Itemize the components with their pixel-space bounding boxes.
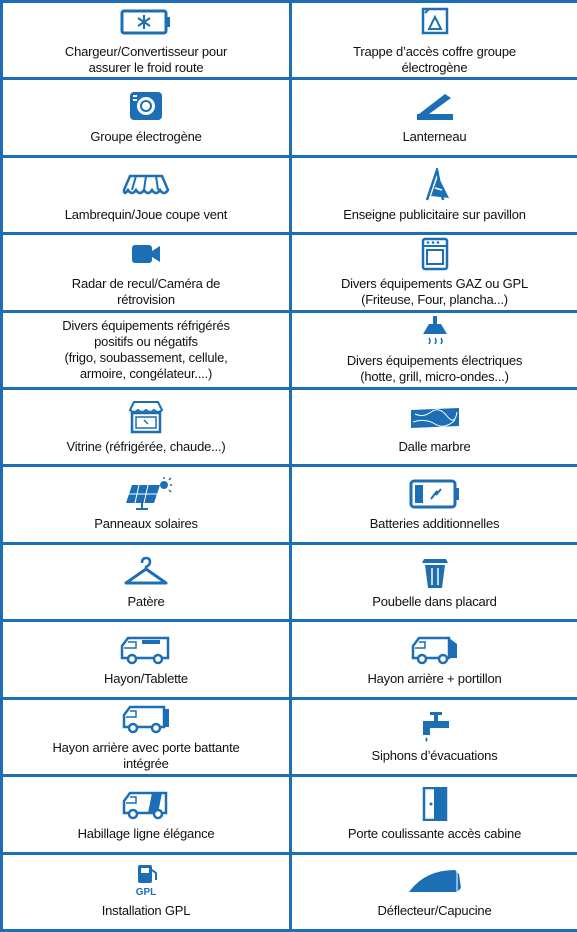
item-label: Déflecteur/Capucine	[377, 903, 492, 919]
item-generator	[3, 80, 289, 154]
item-label: Hayon arrière + portillon	[367, 671, 502, 687]
item-label: Chargeur/Convertisseur pour assurer le froid route	[64, 43, 228, 75]
item-electric-equipment	[292, 313, 577, 387]
item-label: Divers équipements GAZ ou GPL (Friteuse, Four, plancha...)	[340, 275, 529, 307]
shop-window-icon	[118, 400, 174, 434]
item-trash	[292, 545, 577, 619]
van-side-icon	[118, 632, 174, 666]
gpl-text: GPL	[135, 887, 157, 899]
oven-icon	[407, 237, 463, 271]
item-marble	[292, 390, 577, 464]
item-label: Divers équipements électriques (hotte, grill, micro-ondes...)	[346, 353, 523, 385]
item-label: Installation GPL	[101, 903, 191, 919]
sliding-door-icon	[407, 787, 463, 821]
skylight-icon	[407, 90, 463, 124]
marble-slab-icon	[407, 400, 463, 434]
item-label: Siphons d’évacuations	[371, 748, 498, 764]
item-label: Groupe électrogène	[90, 129, 202, 145]
item-skylight	[292, 80, 577, 154]
item-gpl	[3, 855, 289, 929]
battery-snowflake-icon	[118, 5, 174, 39]
item-tailgate	[3, 622, 289, 696]
video-camera-icon	[118, 237, 174, 271]
item-batteries	[292, 467, 577, 541]
item-camera	[3, 235, 289, 309]
item-deflector	[292, 855, 577, 929]
item-label: Hayon/Tablette	[104, 671, 188, 687]
gpl-pump-icon	[118, 864, 174, 898]
item-elegance	[3, 777, 289, 851]
item-drain	[292, 700, 577, 774]
item-label: Lambrequin/Joue coupe vent	[64, 206, 228, 222]
item-label: Panneaux solaires	[94, 516, 198, 532]
item-solar	[3, 467, 289, 541]
item-label: Lanterneau	[402, 129, 467, 145]
item-hanger	[3, 545, 289, 619]
item-label: Dalle marbre	[398, 438, 471, 454]
item-rear-door	[3, 700, 289, 774]
battery-charge-icon	[407, 477, 463, 511]
range-hood-icon	[407, 314, 463, 348]
item-hatch	[292, 3, 577, 77]
item-label: Batteries additionnelles	[369, 516, 500, 532]
item-label: Divers équipements réfrigérés positifs ou négatifs (frigo, soubassement, cellule, armoire, congélateur....)	[62, 317, 230, 381]
item-awning	[3, 158, 289, 232]
item-gas-equipment	[292, 235, 577, 309]
van-rear-door-icon	[118, 701, 174, 735]
item-sign	[292, 158, 577, 232]
item-charger	[3, 3, 289, 77]
item-label: Patère	[127, 593, 165, 609]
item-label: Habillage ligne élégance	[77, 825, 215, 841]
hanger-icon	[118, 555, 174, 589]
drain-tap-icon	[407, 709, 463, 743]
item-label: Radar de recul/Caméra de rétrovision	[71, 275, 221, 307]
solar-panel-icon	[118, 477, 174, 511]
item-refrigerated	[3, 313, 289, 387]
item-label: Poubelle dans placard	[372, 593, 497, 609]
trash-bin-icon	[407, 555, 463, 589]
deflector-icon	[407, 864, 463, 898]
item-label: Hayon arrière avec porte battante intégrée	[52, 740, 240, 772]
item-showcase	[3, 390, 289, 464]
item-label: Porte coulissante accès cabine	[347, 825, 522, 841]
van-rear-icon	[407, 632, 463, 666]
awning-icon	[118, 168, 174, 202]
hatch-warning-icon	[407, 5, 463, 39]
item-label: Trappe d’accès coffre groupe électrogène	[353, 43, 516, 75]
item-rear-tailgate	[292, 622, 577, 696]
item-label: Enseigne publicitaire sur pavillon	[343, 206, 526, 222]
item-label: Vitrine (réfrigérée, chaude...)	[66, 438, 226, 454]
generator-icon	[118, 90, 174, 124]
item-sliding-door	[292, 777, 577, 851]
van-elegance-icon	[118, 787, 174, 821]
sign-board-icon	[407, 168, 463, 202]
